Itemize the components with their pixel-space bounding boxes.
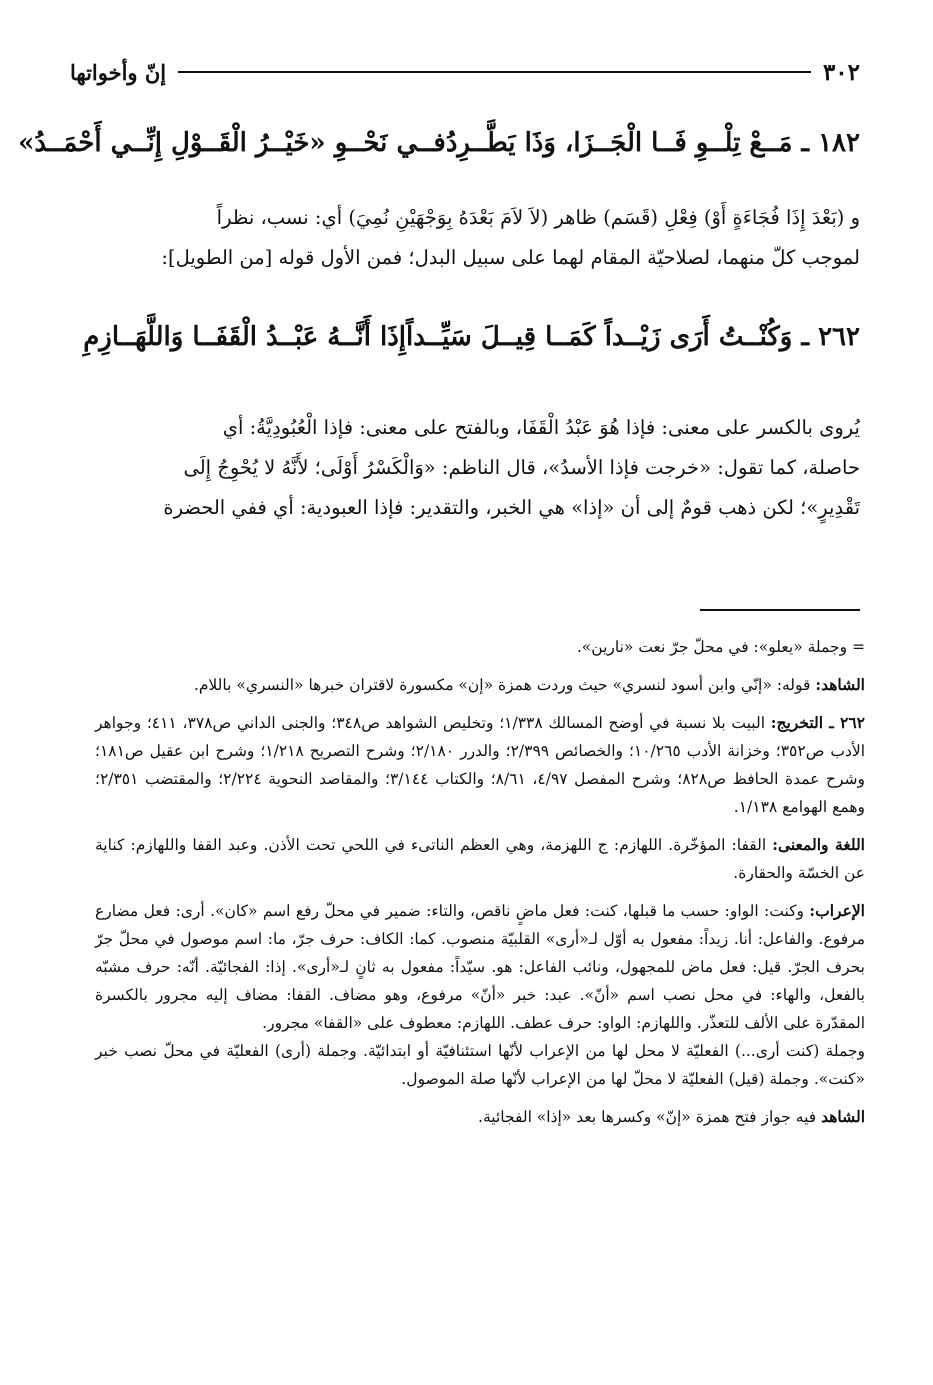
commentary-line: لموجب كلّ منهما، لصلاحيّة المقام لهما على سبيل البدل؛ فمن الأول قوله [من الطويل]: [161, 246, 860, 269]
shahid-label: الشاهد [821, 1107, 865, 1126]
footnote-irab [95, 897, 865, 1037]
running-title: إنّ وأخواتها [70, 59, 167, 85]
commentary-line: تَقْدِيرٍ»؛ لكن ذهب قومٌ إلى أن «إذا» هي الخبر، والتقدير: فإذا العبودية: أي ففي الحضرة [163, 496, 860, 519]
footnote-separator [700, 609, 860, 611]
irab-text: وكنت: الواو: حسب ما قبلها، كنت: فعل ماضٍ ناقص، والتاء: ضمير في محلّ رفع اسم «كان». أرى: فعل مضارع مرفوع. والفاعل: أنا. زيداً: مفعول به أوّل لـ«أرى» القلبيّة منصوب. كما: الكاف: حرف جرّ، ما: اسم موصول في محلّ جرّ بحرف الجرّ. قيل: فعل ماض للمجهول، ونائب الفاعل: هو. سيّداً: مفعول به ثانٍ لـ«أرى». إذا: الفجائيّة. أنّه: حرف مشبّه بالفعل، والهاء: في محل نصب اسم «أنّ». عبد: خبر «أنّ» مرفوع، وهو مضاف. القفا: مضاف إليه مجرور بالكسرة المقدّرة على الألف للتعذّر. واللهازم: الواو: حرف عطف. اللهازم: معطوف على «القفا» مجرور. [95, 902, 865, 1032]
footnote-shahid-1 [95, 671, 865, 699]
footnote-carry-line: = وجملة «يعلو»: في محلّ جرّ نعت «نارين». [576, 638, 865, 656]
footnote-takhrij [95, 709, 865, 821]
verse-182-first-hemistich: ١٨٢ ـ مَــعْ تِلْــوِ فَــا الْجَــزَا، وَذَا يَطَّــرِدُ [445, 128, 860, 158]
verse-182-second-hemistich: فــي نَحْــوِ «خَيْــرُ الْقَــوْلِ إِنِّــي أَحْمَــدُ» [18, 128, 446, 158]
verse-182 [18, 128, 860, 158]
commentary-paragraph-2 [80, 408, 860, 528]
shahid-text: قوله: «إنّي وابن أسود لنسري» حيث وردت همزة «إن» مكسورة لاقتران خبرها «النسري» باللام. [193, 676, 816, 694]
footnote-shahid-2 [95, 1103, 865, 1131]
header-rule [178, 71, 811, 73]
lugha-text: القفا: المؤخّرة. اللهازم: ج اللهزمة، وهي العظم الناتىء في اللحي تحت الأذن. وعبد القفا واللهازم: كناية عن الخسّة والحقارة. [95, 836, 865, 882]
commentary-line: يُروى بالكسر على معنى: فإذا هُوَ عَبْدُ الْقَفَا، وبالفتح على معنى: فإذا الْعُبُودِيَّةُ: أي [222, 416, 860, 439]
page-number: ٣٠٢ [822, 58, 860, 86]
shahid-text: فيه جواز فتح همزة «إنّ» وكسرها بعد «إذا» الفجائية. [478, 1108, 822, 1126]
commentary-paragraph-1 [80, 198, 860, 278]
commentary-line: حاصلة، كما تقول: «خرجت فإذا الأسدُ»، قال الناظم: «وَالْكَسْرُ أَوْلَى؛ لأَنَّهُ لا يُحْوِجُ إِلَى [183, 456, 860, 479]
takhrij-label: ٢٦٢ ـ التخريج: [770, 713, 866, 732]
verse-262 [85, 322, 860, 352]
shahid-label: الشاهد: [815, 675, 865, 694]
footnotes [95, 633, 865, 1131]
verse-262-first-hemistich: ٢٦٢ ـ وَكُنْــتُ أَرَى زَيْــداً كَمَــا قِيــلَ سَيِّــداً [406, 322, 860, 352]
commentary-line: و (بَعْدَ إِذَا فُجَاءَةٍ أَوْ) فِعْلِ (قَسَم) ظاهر (لاَ لاَمَ بَعْدَهُ بِوَجْهَيْنِ نُمِيَ) أي: نسب، نظراً [216, 206, 860, 229]
footnote-lugha [95, 831, 865, 887]
lugha-label: اللغة والمعنى: [772, 835, 865, 854]
irab-label: الإعراب: [809, 901, 865, 920]
footnote-jumla: وجملة (كنت أرى...) الفعليّة لا محل لها من الإعراب لأنّها استئنافيّة أو ابتدائيّة. وجملة (أرى) الفعليّة في محلّ نصب خبر «كنت». وجملة (قيل) الفعليّة لا محلّ لها من الإعراب لأنّها صلة الموصول. [95, 1042, 865, 1088]
page-header [70, 52, 860, 92]
verse-262-second-hemistich: إِذَا أَنَّــهُ عَبْــدُ الْقَفَــا وَاللَّهَــازِمِ [83, 322, 407, 352]
takhrij-text: البيت بلا نسبة في أوضح المسالك ١/٣٣٨؛ وتخليص الشواهد ص٣٤٨؛ والجنى الداني ص٣٧٨، ٤١١؛ وجواهر الأدب ص٣٥٢؛ وخزانة الأدب ١٠/٢٦٥؛ والخصائص ٢/٣٩٩؛ والدرر ٢/١٨٠؛ وشرح التصريح ١/٢١٨؛ وشرح ابن عقيل ص١٨١؛ وشرح عمدة الحافظ ص٨٢٨؛ وشرح المفصل ٤/٩٧، ٨/٦١؛ والكتاب ٣/١٤٤؛ والمقاصد النحوية ٢/٢٢٤؛ والمقتضب ٢/٣٥١؛ وهمع الهوامع ١/١٣٨. [95, 714, 866, 816]
